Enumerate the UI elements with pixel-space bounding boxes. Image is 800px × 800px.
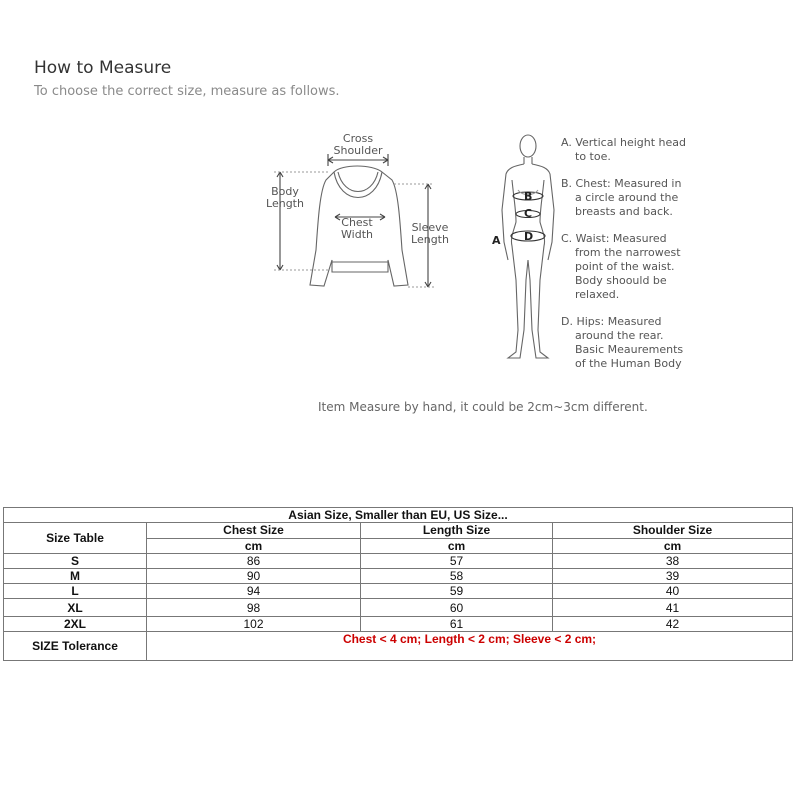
chest-value: 86: [147, 554, 361, 569]
shoulder-value: 41: [553, 599, 793, 617]
table-row: [4, 617, 793, 632]
body-head: [520, 135, 536, 157]
size-label: S: [4, 554, 147, 569]
column-header-chest: Chest Size: [147, 523, 361, 539]
body-letter-a: A: [492, 234, 501, 247]
sleeve-length-label: Sleeve Length: [411, 221, 449, 246]
size-table-caption: Asian Size, Smaller than EU, US Size...: [4, 508, 793, 523]
measurement-notes: [561, 136, 691, 384]
tolerance-label: SIZE Tolerance: [4, 632, 147, 661]
column-header-length: Length Size: [361, 523, 553, 539]
note-hips: D. Hips: Measured around the rear. Basic Meaurements of the Human Body: [561, 315, 684, 370]
length-value: 57: [361, 554, 553, 569]
chest-value: 102: [147, 617, 361, 632]
column-header-shoulder: Shoulder Size: [553, 523, 793, 539]
unit-length: cm: [361, 538, 553, 554]
shoulder-value: 42: [553, 617, 793, 632]
size-label: 2XL: [4, 617, 147, 632]
table-row: [4, 569, 793, 584]
garment-neckline: [338, 172, 378, 192]
page-title: How to Measure: [34, 58, 172, 78]
size-label: L: [4, 584, 147, 599]
body-letter-b: B: [524, 190, 533, 203]
body-letter-d: D: [524, 230, 534, 243]
cross-shoulder-label: Cross Shoulder: [333, 132, 383, 157]
body-length-label: Body Length: [266, 185, 304, 210]
size-label: XL: [4, 599, 147, 617]
tolerance-value: Chest < 4 cm; Length < 2 cm; Sleeve < 2 cm;: [147, 632, 793, 661]
length-value: 61: [361, 617, 553, 632]
shoulder-value: 38: [553, 554, 793, 569]
table-row: [4, 584, 793, 599]
length-value: 60: [361, 599, 553, 617]
size-label: M: [4, 569, 147, 584]
unit-chest: cm: [147, 538, 361, 554]
chest-value: 94: [147, 584, 361, 599]
chest-width-label: Chest Width: [341, 216, 373, 241]
page-subtitle: To choose the correct size, measure as follows.: [34, 84, 340, 99]
note-height: A. Vertical height head to toe.: [561, 136, 687, 163]
size-table-row-header: Size Table: [4, 523, 147, 554]
human-body-figure: [496, 130, 560, 365]
body-letter-c: C: [524, 207, 533, 220]
shoulder-value: 40: [553, 584, 793, 599]
shoulder-value: 39: [553, 569, 793, 584]
measure-by-hand-note: Item Measure by hand, it could be 2cm~3cm different.: [318, 400, 648, 414]
size-table: [3, 507, 793, 661]
chest-value: 98: [147, 599, 361, 617]
chest-value: 90: [147, 569, 361, 584]
table-row: [4, 599, 793, 617]
table-row: [4, 554, 793, 569]
tolerance-row: [4, 632, 793, 661]
length-value: 58: [361, 569, 553, 584]
note-chest: B. Chest: Measured in a circle around the breasts and back.: [561, 177, 682, 218]
note-waist: C. Waist: Measured from the narrowest point of the waist. Body shoould be relaxed.: [561, 232, 681, 301]
length-value: 59: [361, 584, 553, 599]
unit-shoulder: cm: [553, 538, 793, 554]
